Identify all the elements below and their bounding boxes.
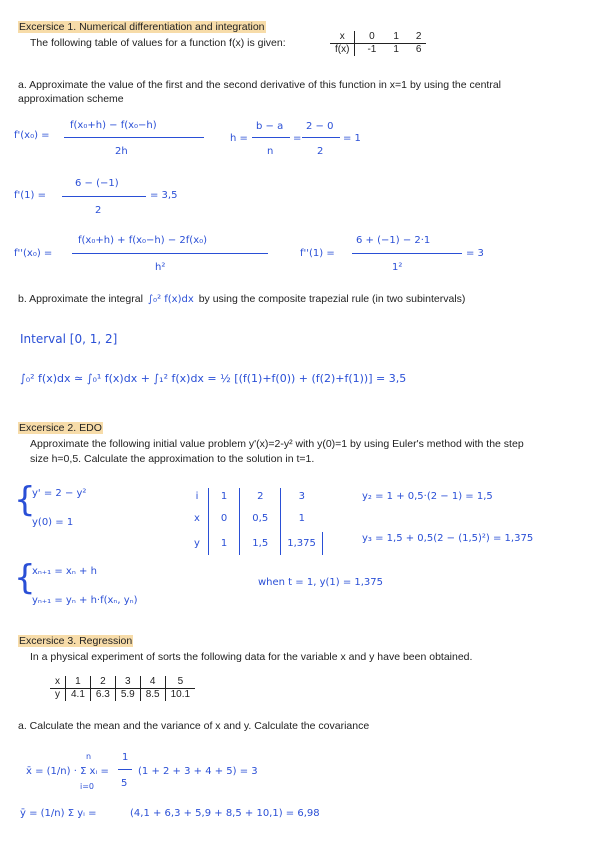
hw-xbar-sum-bottom: i=0	[80, 782, 95, 791]
ex1-title	[18, 20, 266, 34]
ex1-a-text-2: approximation scheme	[18, 93, 124, 105]
hw-f1-num: 6 − (−1)	[75, 178, 119, 189]
ex3-table-row-x	[50, 676, 195, 689]
hw-h-res: = 1	[343, 133, 361, 144]
hw-rec1: xₙ₊₁ = xₙ + h	[32, 566, 97, 577]
hw-euler-cell: 2	[240, 488, 281, 505]
hw-d2-num: f(x₀+h) + f(x₀−h) − 2f(x₀)	[78, 235, 208, 246]
hw-h-line1	[252, 137, 290, 138]
table-cell: 10.1	[170, 689, 191, 700]
ex3-a-text: a. Calculate the mean and the variance of x and y. Calculate the covariance	[18, 720, 370, 732]
table-cell: 3	[115, 676, 140, 689]
table-cell: 4.1	[66, 689, 91, 702]
ex3-data-table	[50, 676, 195, 701]
hw-xbar-lhs: x̄ = (1/n) · Σ xᵢ =	[26, 766, 109, 777]
hw-xbar-frac-den: 5	[121, 778, 128, 789]
hw-d1-num: f(x₀+h) − f(x₀−h)	[70, 120, 157, 131]
table-label-y: y	[50, 689, 66, 702]
hw-interval: Interval [0, 1, 2]	[20, 332, 118, 346]
hw-d1-lhs: f'(x₀) =	[14, 130, 50, 141]
hw-euler-cell: 1,5	[240, 532, 281, 555]
table-cell: -1	[367, 44, 377, 55]
hw-h-den2: 2	[317, 146, 324, 157]
hw-xbar-frac-num: 1	[122, 752, 129, 763]
hw-when: when t = 1, y(1) = 1,375	[258, 577, 384, 588]
table-cell: 8.5	[140, 689, 165, 702]
table-cell: 4	[140, 676, 165, 689]
ex3-text: In a physical experiment of sorts the following data for the variable x and y have been obtained.	[30, 651, 473, 663]
hw-ybar-rhs: (4,1 + 6,3 + 5,9 + 8,5 + 10,1) = 6,98	[130, 808, 320, 819]
hw-xbar-sum-top: n	[86, 752, 92, 761]
table-cell: 5	[165, 676, 195, 689]
table-label-f: f(x)	[330, 44, 355, 57]
hw-euler-row-i	[186, 488, 322, 505]
table-cell: 2	[90, 676, 115, 689]
hw-f2-lhs: f''(1) =	[300, 248, 335, 259]
table-label-x: x	[50, 676, 66, 689]
ex1-table-row-x	[330, 31, 426, 44]
ex3-title	[18, 634, 133, 648]
ex1-b-text-2: by using the composite trapezial rule (in two subintervals)	[198, 293, 466, 305]
ex1-table-row-f	[330, 44, 426, 57]
hw-h-den1: n	[267, 146, 274, 157]
hw-f2-num: 6 + (−1) − 2·1	[356, 235, 431, 246]
hw-h-line2	[302, 137, 340, 138]
hw-euler-row-y	[186, 532, 322, 555]
hw-f1-res: = 3,5	[150, 190, 178, 201]
table-cell: 2	[404, 31, 427, 44]
hw-f1-lhs: f'(1) =	[14, 190, 46, 201]
hw-euler-table	[186, 488, 323, 555]
hw-y2: y₂ = 1 + 0,5·(2 − 1) = 1,5	[362, 491, 493, 502]
ex2-title-text: Excersice 2. EDO	[19, 422, 102, 434]
ex1-intro: The following table of values for a function f(x) is given:	[30, 37, 286, 49]
ex1-b-text-1: b. Approximate the integral	[18, 293, 143, 305]
hw-brace-1: {	[14, 480, 36, 520]
hw-euler-cell: 0	[208, 505, 239, 532]
hw-d1-fraction-line	[64, 137, 204, 138]
hw-euler-cell: i	[186, 488, 208, 505]
table-cell: 0	[355, 31, 381, 44]
hw-h-num2: 2 − 0	[306, 121, 334, 132]
table-cell: 1	[66, 676, 91, 689]
hw-rec2: yₙ₊₁ = yₙ + h·f(xₙ, yₙ)	[32, 595, 138, 606]
hw-xbar-rhs: (1 + 2 + 3 + 4 + 5) = 3	[138, 766, 258, 777]
hw-sys2: y(0) = 1	[32, 517, 74, 528]
hw-trapezoid-formula: ∫₀² f(x)dx ≃ ∫₀¹ f(x)dx + ∫₁² f(x)dx = ½ [(f(1)+f(0)) + (f(2)+f(1))] = 3,5	[20, 372, 407, 385]
hw-xbar-frac-line	[118, 769, 132, 770]
ex2-text-1: Approximate the following initial value problem y'(x)=2-y² with y(0)=1 by using Euler's method with the step	[30, 438, 524, 450]
hw-h-eq: =	[293, 133, 302, 144]
ex1-value-table	[330, 31, 426, 56]
table-cell: 6	[415, 44, 422, 55]
hw-ybar-lhs: ȳ = (1/n) Σ yᵢ =	[20, 808, 97, 819]
hw-euler-cell: 0,5	[240, 505, 281, 532]
hw-f2-res: = 3	[466, 248, 484, 259]
hw-euler-cell: 1	[298, 513, 305, 524]
ex2-text-2: size h=0,5. Calculate the approximation to the solution in t=1.	[30, 453, 315, 465]
table-cell: 6.3	[90, 689, 115, 702]
hw-euler-cell: 1	[208, 532, 239, 555]
hw-euler-row-x	[186, 505, 322, 532]
hw-d1-den: 2h	[115, 146, 128, 157]
hw-f2-den: 1²	[392, 262, 403, 273]
hw-d2-lhs: f''(x₀) =	[14, 248, 53, 259]
hw-h-num1: b − a	[256, 121, 284, 132]
hw-euler-cell: y	[186, 532, 208, 555]
hw-f1-den: 2	[95, 205, 102, 216]
ex3-table-row-y	[50, 689, 195, 702]
ex1-title-text: Excersice 1. Numerical differentiation and integration	[19, 21, 265, 33]
ex3-title-text: Excersice 3. Regression	[19, 635, 133, 647]
hw-sys1: y' = 2 − y²	[32, 488, 87, 499]
hw-euler-cell: 1	[208, 488, 239, 505]
hw-d2-line	[72, 253, 268, 254]
hw-d2-den: h²	[155, 262, 166, 273]
hw-h-lhs: h =	[230, 133, 248, 144]
hw-euler-cell: 1,375	[281, 532, 323, 555]
hw-f1-line	[62, 196, 146, 197]
hw-f2-line	[352, 253, 462, 254]
table-cell: 1	[381, 31, 404, 44]
ex1-b-integral: ∫₀² f(x)dx	[147, 294, 194, 305]
table-cell: 5.9	[115, 689, 140, 702]
ex1-a-text-1: a. Approximate the value of the first and the second derivative of this function in x=1 by using the central	[18, 79, 501, 91]
table-cell: 1	[393, 44, 399, 55]
ex2-title	[18, 421, 103, 435]
hw-y3: y₃ = 1,5 + 0,5(2 − (1,5)²) = 1,375	[362, 533, 534, 544]
hw-brace-2: {	[14, 558, 36, 598]
ex1-b-text	[18, 292, 465, 307]
hw-euler-cell: 3	[298, 491, 305, 502]
table-label-x: x	[330, 31, 355, 44]
hw-euler-cell: x	[186, 505, 208, 532]
